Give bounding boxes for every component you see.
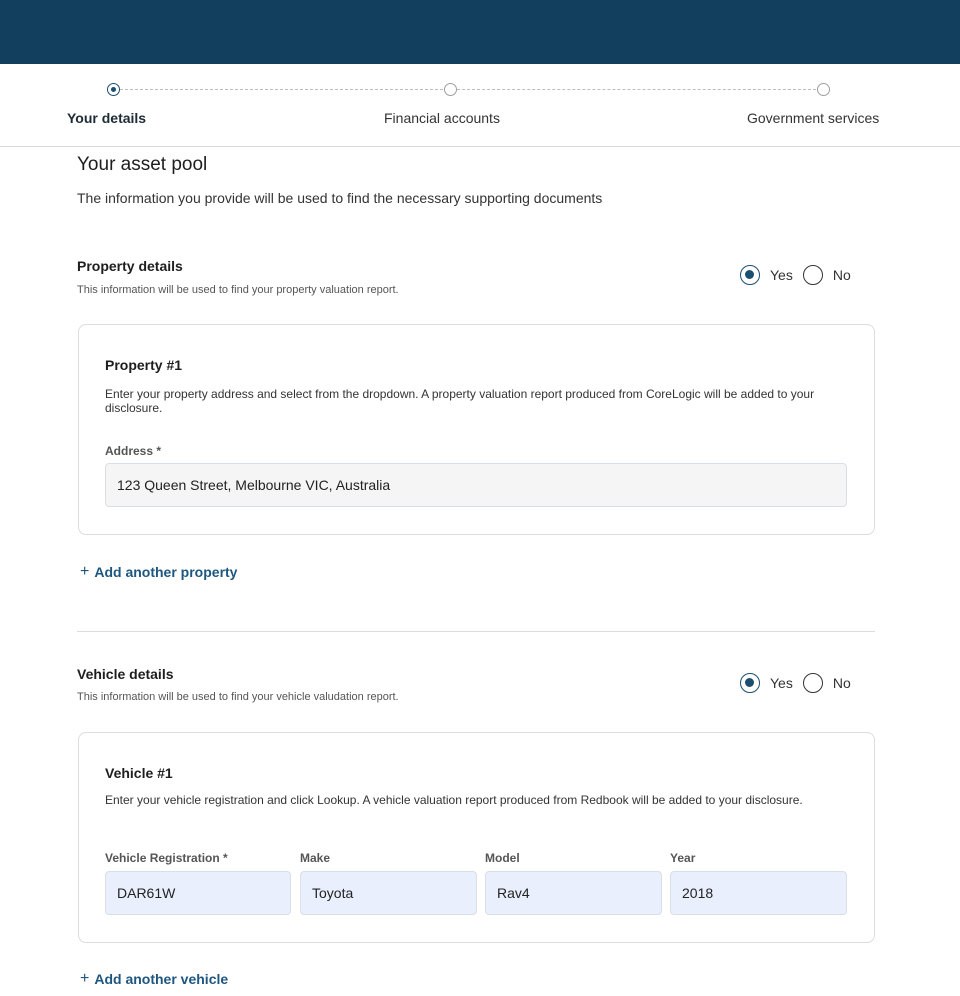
radio-checked-icon[interactable]	[740, 673, 760, 693]
plus-icon: +	[80, 970, 90, 987]
model-label: Model	[485, 851, 520, 865]
vehicle-card-description: Enter your vehicle registration and click Lookup. A vehicle valuation report produced from Redbook will be added to your disclosure.	[105, 793, 803, 807]
property-card-title: Property #1	[105, 357, 183, 373]
radio-unchecked-icon[interactable]	[803, 265, 823, 285]
stepper-connector	[457, 89, 816, 90]
add-property-link[interactable]	[80, 563, 237, 581]
step-dot-government-services[interactable]	[817, 83, 830, 96]
add-property-label[interactable]: Add another property	[94, 564, 238, 580]
property-card	[78, 324, 875, 535]
step-label-government-services[interactable]: Government services	[747, 110, 880, 126]
add-vehicle-label[interactable]: Add another vehicle	[94, 971, 229, 987]
model-input[interactable]: Rav4	[485, 871, 662, 915]
address-label: Address *	[105, 444, 162, 458]
add-vehicle-link[interactable]	[80, 970, 228, 988]
page-title: Your asset pool	[77, 154, 208, 175]
step-label-financial-accounts[interactable]: Financial accounts	[384, 110, 500, 126]
property-radio-group	[740, 265, 861, 285]
property-section-title: Property details	[77, 258, 183, 274]
step-dot-financial-accounts[interactable]	[444, 83, 457, 96]
plus-icon: +	[80, 563, 90, 580]
vehicle-registration-label: Vehicle Registration *	[105, 851, 228, 865]
property-yes-label[interactable]: Yes	[770, 267, 793, 283]
property-no-label[interactable]: No	[832, 267, 851, 283]
address-input[interactable]: 123 Queen Street, Melbourne VIC, Australia	[105, 463, 847, 507]
make-input[interactable]: Toyota	[300, 871, 477, 915]
vehicle-no-option[interactable]	[803, 673, 851, 693]
page-subtitle: The information you provide will be used to find the necessary supporting documents	[77, 190, 603, 206]
step-dot-your-details[interactable]	[107, 83, 120, 96]
property-card-description: Enter your property address and select from the dropdown. A property valuation report produced from CoreLogic will be added to your disclosure.	[105, 387, 815, 415]
section-divider	[77, 631, 875, 632]
vehicle-no-label[interactable]: No	[832, 675, 851, 691]
property-section-description: This information will be used to find your property valuation report.	[77, 284, 399, 296]
stepper-connector	[120, 89, 443, 90]
year-label: Year	[670, 851, 696, 865]
radio-checked-icon[interactable]	[740, 265, 760, 285]
vehicle-card-title: Vehicle #1	[105, 765, 173, 781]
vehicle-card	[78, 732, 875, 943]
vehicle-radio-group	[740, 673, 861, 693]
radio-unchecked-icon[interactable]	[803, 673, 823, 693]
make-label: Make	[300, 851, 331, 865]
progress-stepper	[0, 64, 960, 147]
vehicle-yes-option[interactable]	[740, 673, 793, 693]
property-no-option[interactable]	[803, 265, 851, 285]
property-yes-option[interactable]	[740, 265, 793, 285]
step-label-your-details[interactable]: Your details	[67, 110, 147, 126]
year-input[interactable]: 2018	[670, 871, 847, 915]
vehicle-registration-input[interactable]: DAR61W	[105, 871, 291, 915]
vehicle-section-title: Vehicle details	[77, 666, 174, 682]
app-header-bar	[0, 0, 960, 64]
vehicle-section-description: This information will be used to find your vehicle valudation report.	[77, 691, 399, 703]
vehicle-yes-label[interactable]: Yes	[770, 675, 793, 691]
